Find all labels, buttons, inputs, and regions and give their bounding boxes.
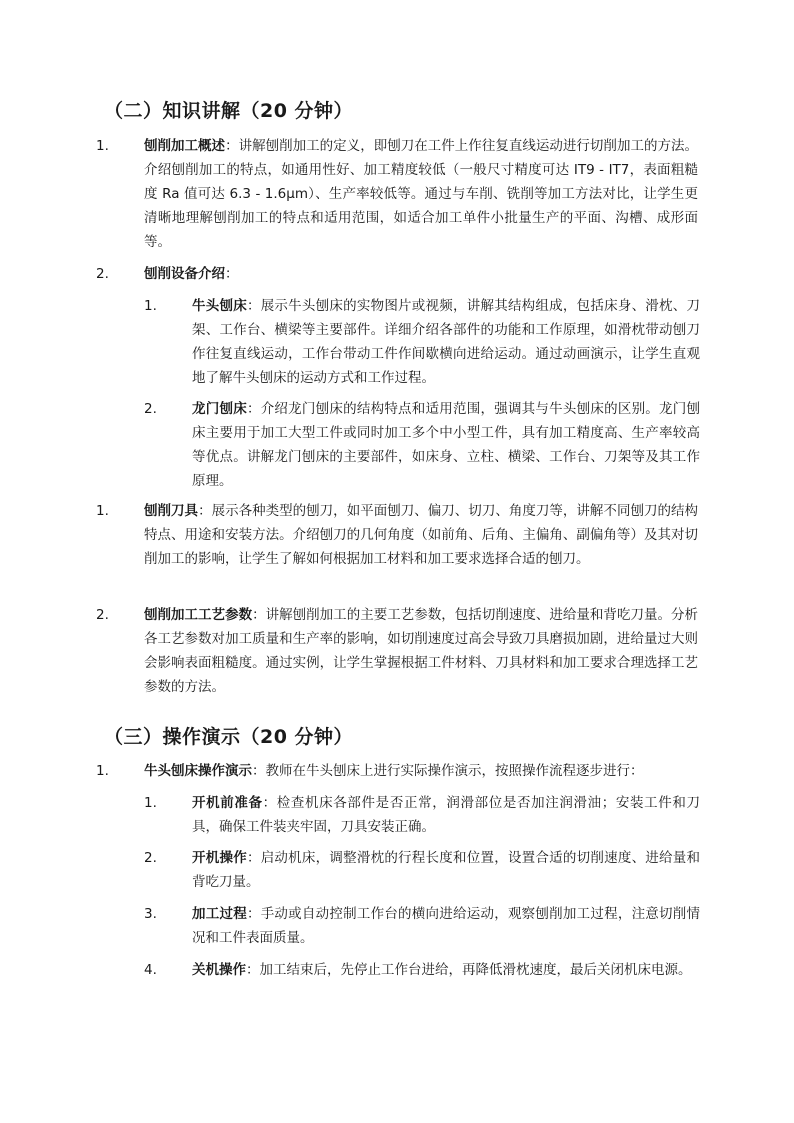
item-body: ：教师在牛头刨床上进行实际操作演示，按照操作流程逐步进行：	[252, 763, 644, 779]
list-number: 1.	[96, 503, 109, 519]
list-number: 1.	[144, 795, 157, 811]
section-heading-knowledge: （二）知识讲解（20 分钟）	[104, 100, 354, 122]
item-term: 刨削刀具	[144, 503, 199, 519]
item-body: ：检查机床各部件是否正常，润滑部位是否加注润滑油；安装工件和刀具，确保工件装夹牢固，刀具安装正确。	[192, 795, 701, 835]
sub-list-item	[144, 397, 700, 493]
sub-list-item	[144, 294, 700, 390]
list-item	[96, 603, 698, 699]
list-number: 2.	[96, 607, 109, 623]
item-term: 刨削设备介绍	[144, 266, 225, 282]
list-number: 1.	[96, 138, 109, 154]
list-number: 1.	[96, 763, 109, 779]
item-body: ：介绍龙门刨床的结构特点和适用范围，强调其与牛头刨床的区别。龙门刨床主要用于加工大型工件或同时加工多个中小型工件，具有加工精度高、生产率较高等优点。讲解龙门刨床的主要部件，如床身、立柱、横梁、工作台、刀架等及其工作原理。	[192, 401, 701, 489]
list-number: 1.	[144, 298, 157, 314]
sub-list-item	[144, 902, 700, 950]
item-body: ：讲解刨削加工的主要工艺参数，包括切削速度、进给量和背吃刀量。分析各工艺参数对加工质量和生产率的影响，如切削速度过高会导致刀具磨损加剧，进给量过大则会影响表面粗糙度。通过实例，让学生掌握根据工件材料、刀具材料和加工要求合理选择工艺参数的方法。	[144, 607, 699, 695]
item-term: 龙门刨床	[192, 401, 247, 417]
section-heading-demo: （三）操作演示（20 分钟）	[104, 726, 354, 748]
item-body: ：	[225, 266, 239, 282]
sub-list-item	[144, 958, 700, 982]
list-number: 2.	[96, 266, 109, 282]
item-body: ：启动机床，调整滑枕的行程长度和位置，设置合适的切削速度、进给量和背吃刀量。	[192, 850, 701, 890]
list-item	[96, 759, 698, 783]
item-term: 刨削加工工艺参数	[144, 607, 253, 623]
item-body: ：加工结束后，先停止工作台进给，再降低滑枕速度，最后关闭机床电源。	[246, 962, 692, 978]
item-term: 关机操作	[192, 962, 246, 978]
list-item	[96, 499, 698, 571]
item-body: ：展示各种类型的刨刀，如平面刨刀、偏刀、切刀、角度刀等，讲解不同刨刀的结构特点、用途和安装方法。介绍刨刀的几何角度（如前角、后角、主偏角、副偏角等）及其对切削加工的影响，让学生了解如何根据加工材料和加工要求选择合适的刨刀。	[144, 503, 699, 567]
list-item	[96, 262, 698, 286]
list-number: 4.	[144, 962, 157, 978]
item-term: 牛头刨床	[192, 298, 247, 314]
sub-list-item	[144, 791, 700, 839]
item-body: ：手动或自动控制工作台的横向进给运动，观察刨削加工过程，注意切削情况和工件表面质量。	[192, 906, 701, 946]
list-item	[96, 134, 698, 254]
item-body: ：讲解刨削加工的定义，即刨刀在工件上作往复直线运动进行切削加工的方法。介绍刨削加工的特点，如通用性好、加工精度较低（一般尺寸精度可达 IT9 - IT7，表面粗糙度 Ra 值可达 6.3 - 1.6μm）、生产率较低等。通过与车削、铣削等加工方法对比，让学生更清晰地理解刨削加工的特点和适用范围，如适合加工单件小批量生产的平面、沟槽、成形面等。	[144, 138, 699, 250]
list-number: 3.	[144, 906, 157, 922]
item-term: 牛头刨床操作演示	[144, 763, 252, 779]
item-term: 开机前准备	[192, 795, 263, 811]
item-term: 开机操作	[192, 850, 247, 866]
list-number: 2.	[144, 401, 157, 417]
item-term: 刨削加工概述	[144, 138, 226, 154]
list-number: 2.	[144, 850, 157, 866]
item-body: ：展示牛头刨床的实物图片或视频，讲解其结构组成，包括床身、滑枕、刀架、工作台、横梁等主要部件。详细介绍各部件的功能和工作原理，如滑枕带动刨刀作往复直线运动，工作台带动工件作间歇横向进给运动。通过动画演示，让学生直观地了解牛头刨床的运动方式和工作过程。	[192, 298, 701, 386]
item-term: 加工过程	[192, 906, 247, 922]
sub-list-item	[144, 846, 700, 894]
